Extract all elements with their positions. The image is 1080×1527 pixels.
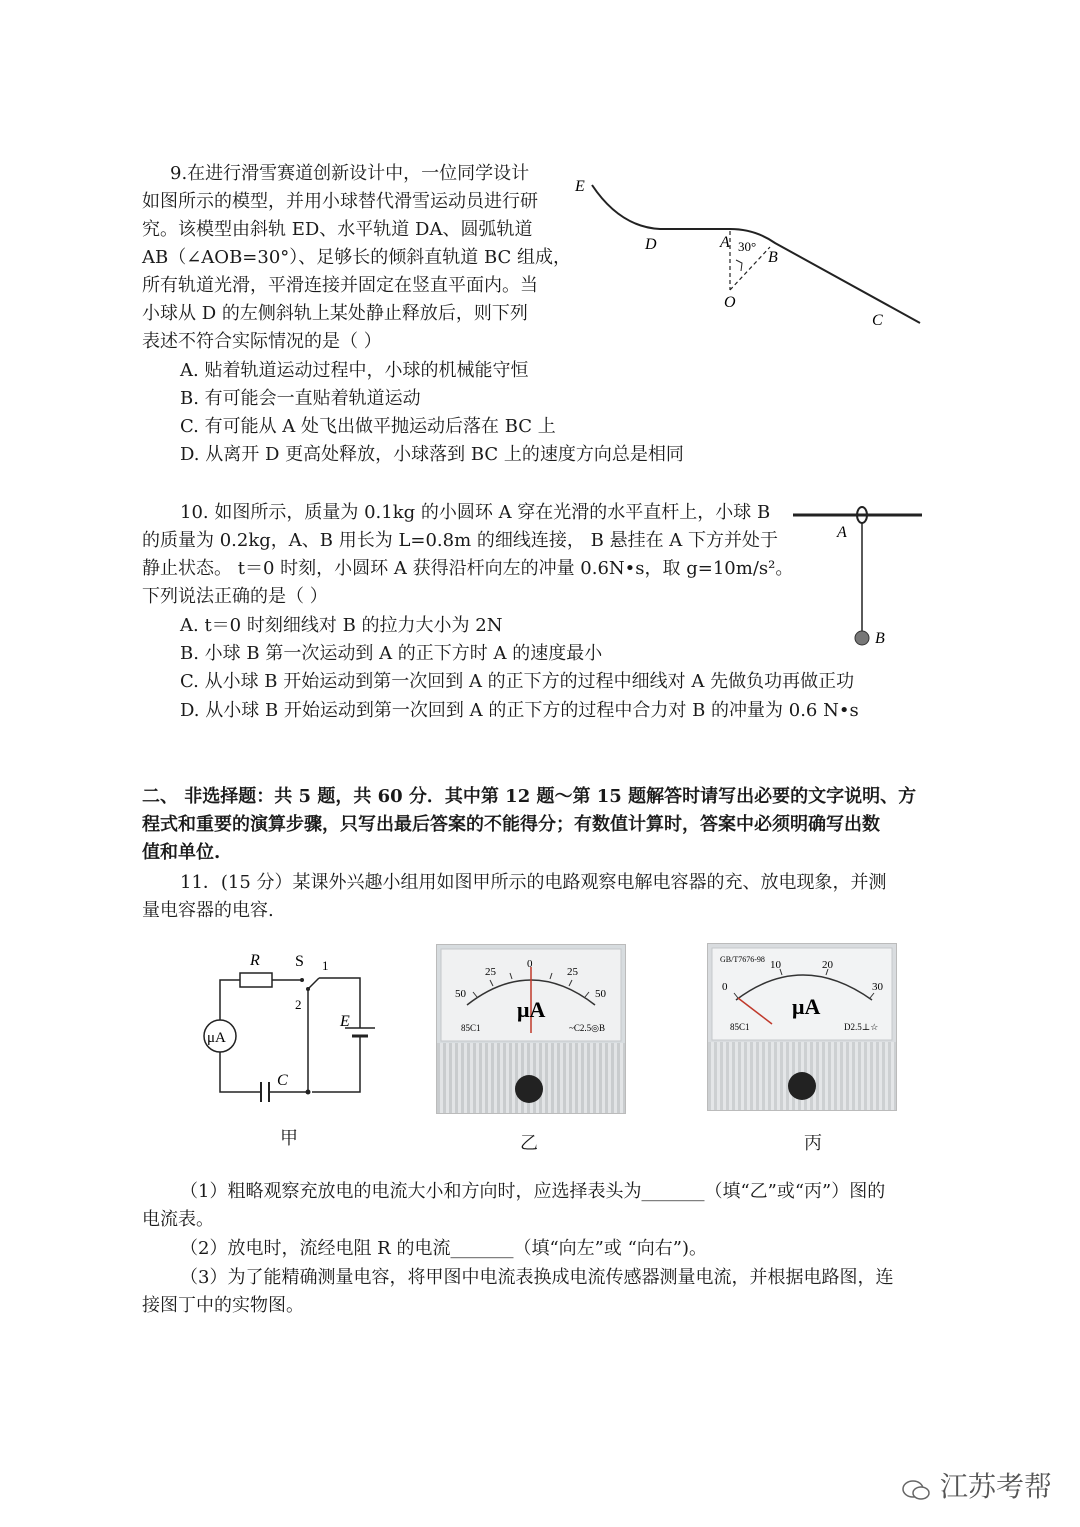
q9-option-a: A. 贴着轨道运动过程中，小球的机械能守恒 bbox=[180, 360, 529, 381]
q11-part-1: （1）粗略观察充放电的电流大小和方向时，应选择表头为_______（填“乙”或“丙”）图的 bbox=[180, 1181, 886, 1202]
q10-option-d: D. 从小球 B 开始运动到第一次回到 A 的正下方的过程中合力对 B 的冲量为 0.6 N•s bbox=[180, 700, 859, 721]
q9-line: 究。该模型由斜轨 ED、水平轨道 DA、圆弧轨道 bbox=[142, 219, 533, 240]
meter-unit: μA bbox=[517, 997, 546, 1022]
section-line: 值和单位. bbox=[142, 842, 221, 863]
q11-line: 11．(15 分）某课外兴趣小组用如图甲所示的电路观察电解电容器的充、放电现象，并测 bbox=[180, 872, 887, 893]
caption-bing: 丙 bbox=[804, 1133, 822, 1154]
label-b: B bbox=[875, 630, 885, 647]
label-o: O bbox=[724, 294, 736, 311]
q10-line: 下列说法正确的是（ ） bbox=[142, 586, 328, 607]
tick-label: 20 bbox=[822, 959, 833, 971]
label-a: A bbox=[720, 234, 730, 251]
meter-class: D2.5⊥☆ bbox=[844, 1022, 879, 1032]
circuit-diagram bbox=[195, 945, 385, 1115]
label-e: E bbox=[340, 1013, 350, 1030]
q11-line: 量电容器的电容. bbox=[142, 900, 274, 921]
meter-bing-face bbox=[708, 944, 896, 1044]
q10-option-c: C. 从小球 B 开始运动到第一次回到 A 的正下方的过程中细线对 A 先做负功再做正功 bbox=[180, 671, 855, 692]
meter-unit: μA bbox=[792, 994, 821, 1019]
meter-yi-photo bbox=[436, 944, 626, 1114]
q10-ring-figure bbox=[790, 505, 930, 655]
q9-line: 如图所示的模型，并用小球替代滑雪运动员进行研 bbox=[142, 191, 538, 212]
label-c: C bbox=[872, 312, 883, 329]
wechat-icon bbox=[901, 1476, 931, 1500]
tick-label: 0 bbox=[527, 958, 533, 970]
q10-line: 10. 如图所示，质量为 0.1kg 的小圆环 A 穿在光滑的水平直杆上，小球 B bbox=[180, 502, 771, 523]
label-1: 1 bbox=[322, 958, 329, 973]
meter-class: ~C2.5◎B bbox=[569, 1023, 605, 1033]
q9-option-d: D. 从离开 D 更高处释放，小球落到 BC 上的速度方向总是相同 bbox=[180, 444, 684, 465]
section-line: 二、 非选择题：共 5 题，共 60 分．其中第 12 题～第 15 题解答时请写出必要的文字说明、方 bbox=[142, 786, 917, 807]
meter-yi-face bbox=[437, 945, 625, 1045]
caption-yi: 乙 bbox=[520, 1133, 538, 1154]
q10-line: 的质量为 0.2kg，A、B 用长为 L=0.8m 的细线连接， B 悬挂在 A 下方并处于 bbox=[142, 530, 779, 551]
q11-part-2: （2）放电时，流经电阻 R 的电流_______（填“向左”或 “向右”)。 bbox=[180, 1238, 707, 1259]
q11-part-3-cont: 接图丁中的实物图。 bbox=[142, 1295, 304, 1316]
section-line: 程式和重要的演算步骤，只写出最后答案的不能得分；有数值计算时，答案中必须明确写出数 bbox=[142, 814, 880, 835]
tick-label: 50 bbox=[455, 988, 466, 1000]
q9-line: 所有轨道光滑，平滑连接并固定在竖直平面内。当 bbox=[142, 275, 538, 296]
q9-option-c: C. 有可能从 A 处飞出做平抛运动后落在 BC 上 bbox=[180, 416, 556, 437]
meter-model: 85C1 bbox=[730, 1022, 750, 1032]
watermark-text: 江苏考帮 bbox=[939, 1470, 1052, 1503]
label-s: S bbox=[295, 953, 304, 970]
q9-track-figure bbox=[560, 165, 940, 335]
q10-option-a: A. t＝0 时刻细线对 B 的拉力大小为 2N bbox=[180, 615, 503, 636]
q10-line: 静止状态。 t＝0 时刻，小圆环 A 获得沿杆向左的冲量 0.6N•s，取 g=10m/s²。 bbox=[142, 558, 794, 579]
label-2: 2 bbox=[295, 997, 302, 1012]
label-a: A bbox=[837, 524, 847, 541]
tick-label: 25 bbox=[485, 966, 496, 978]
caption-jia: 甲 bbox=[280, 1128, 298, 1149]
label-r: R bbox=[250, 952, 260, 969]
terminal-knob bbox=[788, 1072, 816, 1100]
label-d: D bbox=[645, 236, 657, 253]
label-e: E bbox=[575, 178, 585, 195]
q10-option-b: B. 小球 B 第一次运动到 A 的正下方时 A 的速度最小 bbox=[180, 643, 603, 664]
q11-part-1-cont: 电流表。 bbox=[142, 1209, 214, 1230]
tick-label: 0 bbox=[722, 981, 728, 993]
q9-line: 9.在进行滑雪赛道创新设计中，一位同学设计 bbox=[170, 163, 530, 184]
tick-label: 50 bbox=[595, 988, 606, 1000]
q9-line: AB（∠AOB=30°）、足够长的倾斜直轨道 BC 组成， bbox=[142, 247, 572, 268]
ammeter-symbol: μA bbox=[207, 1030, 226, 1046]
tick-label: 10 bbox=[770, 959, 781, 971]
label-angle: 30° bbox=[738, 239, 757, 254]
meter-model: 85C1 bbox=[461, 1023, 481, 1033]
q9-line: 表述不符合实际情况的是（ ） bbox=[142, 331, 382, 352]
label-c: C bbox=[277, 1072, 288, 1089]
terminal-knob bbox=[515, 1075, 543, 1103]
q9-option-b: B. 有可能会一直贴着轨道运动 bbox=[180, 388, 421, 409]
q11-part-3: （3）为了能精确测量电容，将甲图中电流表换成电流传感器测量电流，并根据电路图，连 bbox=[180, 1267, 894, 1288]
watermark bbox=[901, 1465, 1052, 1505]
tick-label: 30 bbox=[872, 981, 883, 993]
meter-standard: GB/T7676-98 bbox=[720, 955, 765, 964]
meter-bing-photo bbox=[707, 943, 897, 1111]
q9-line: 小球从 D 的左侧斜轨上某处静止释放后，则下列 bbox=[142, 303, 528, 324]
tick-label: 25 bbox=[567, 966, 578, 978]
label-b: B bbox=[768, 249, 778, 266]
